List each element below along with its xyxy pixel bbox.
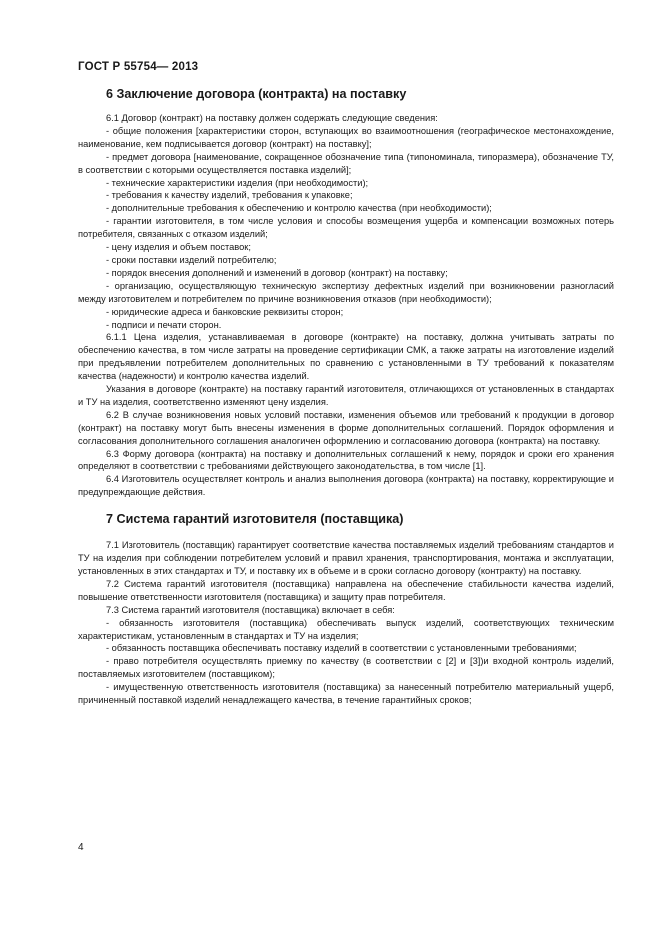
- paragraph: 7.2 Система гарантий изготовителя (поставщика) направлена на обеспечение стабильности качества изделий, повышение ответственности изготовителя (поставщика) и защиту прав потребителя.: [78, 578, 614, 602]
- section-6-title: 6 Заключение договора (контракта) на поставку: [106, 87, 407, 101]
- paragraph: 6.1 Договор (контракт) на поставку должен содержать следующие сведения:: [106, 113, 438, 123]
- list-item: - общие положения [характеристики сторон, вступающих во взаимоотношения (географическое местонахождение, наименование, кем подписывается договор (контракт) на поставку];: [78, 125, 614, 149]
- section-7-title: 7 Система гарантий изготовителя (поставщика): [106, 512, 404, 527]
- list-item: - сроки поставки изделий потребителю;: [106, 254, 277, 265]
- paragraph: 6.4 Изготовитель осуществляет контроль и анализ выполнения договора (контракта) на поставку, корректирующие и предупреждающие действия.: [78, 474, 614, 498]
- paragraph: 6.3 Форму договора (контракта) на поставку и дополнительных соглашений к нему, порядок и сроки его хранения определяют в соответствии с требованиями действующего законодательства, в том числе [1].: [78, 448, 614, 472]
- list-item: - порядок внесения дополнений и изменений в договор (контракт) на поставку;: [106, 267, 448, 278]
- list-item: - требования к качеству изделий, требования к упаковке;: [106, 190, 353, 201]
- section-7-body: [78, 539, 614, 707]
- paragraph: Указания в договоре (контракте) на поставку гарантий изготовителя, отличающихся от установленных в стандартах и ТУ на изделия, соответственно изменяют цену изделия.: [78, 384, 614, 407]
- list-item: - обязанность поставщика обеспечивать поставку изделий в соответствии с установленными требованиями;: [106, 643, 577, 654]
- standard-header: ГОСТ Р 55754— 2013: [78, 61, 199, 73]
- section-6-body: [78, 112, 614, 499]
- list-item: - технические характеристики изделия (при необходимости);: [106, 177, 369, 188]
- list-item: - юридические адреса и банковские реквизиты сторон;: [106, 306, 344, 317]
- paragraph: 7.1 Изготовитель (поставщик) гарантирует соответствие качества поставляемых изделий требованиям стандартов и ТУ на изделия при соблюдении потребителем условий и правил хранения, транспортирования, монтажа и эксплуатации, установленных в этих стандартах и ТУ, и поставку их в объеме и в сроки согласно договору (контракту) на поставку.: [78, 540, 614, 576]
- list-item: - обязанность изготовителя (поставщика) обеспечивать выпуск изделий, соответствующих техническим характеристикам, установленным в стандартах и ТУ на изделия;: [78, 617, 614, 641]
- list-item: - предмет договора [наименование, сокращенное обозначение типа (типономинала, типоразмера), обозначение ТУ, в соответствии с которыми осуществляется поставка изделий];: [78, 151, 614, 175]
- page-number: 4: [78, 842, 84, 853]
- list-item: - цену изделия и объем поставок;: [106, 242, 251, 253]
- list-item: - дополнительные требования к обеспечению и контролю качества (при необходимости);: [106, 203, 492, 214]
- list-item: - гарантии изготовителя, в том числе условия и способы возмещения ущерба и компенсации возможных потерь потребителя, связанных с отказом изделий;: [78, 216, 614, 240]
- list-item: - организацию, осуществляющую техническую экспертизу дефектных изделий при возникновении разногласий между изготовителем и потребителем по причине возникновения отказов (при необходимости);: [78, 280, 614, 304]
- document-body: [78, 86, 614, 707]
- paragraph: 6.2 В случае возникновения новых условий поставки, изменения объемов или требований к продукции в договор (контракт) на поставку могут быть внесены изменения в форме дополнительных соглашений. Порядок оформления и согласования дополнительного соглашения аналогичен оформлению и согласованию договора (контракта) на поставку.: [78, 409, 614, 446]
- list-item: - подписи и печати сторон.: [106, 319, 222, 330]
- list-item: - имущественную ответственность изготовителя (поставщика) за нанесенный потребителю материальный ущерб, причиненный поставкой изделий ненадлежащего качества, в течение гарантийных сроков;: [78, 682, 614, 706]
- paragraph: 6.1.1 Цена изделия, устанавливаемая в договоре (контракте) на поставку, должна учитывать затраты по обеспечению качества, в том числе затраты на проведение сертификации СМК, а также затраты на изготовление изделий при предъявлении потребителем дополнительных по сравнению с установленными в ТУ требований к показателям качества (надежности) и контролю качества изделий.: [78, 332, 614, 382]
- list-item: - право потребителя осуществлять приемку по качеству (в соответствии с [2] и [3])и входной контроль изделий, поставляемых изготовителем (поставщиком);: [78, 656, 614, 680]
- paragraph: 7.3 Система гарантий изготовителя (поставщика) включает в себя:: [106, 604, 395, 615]
